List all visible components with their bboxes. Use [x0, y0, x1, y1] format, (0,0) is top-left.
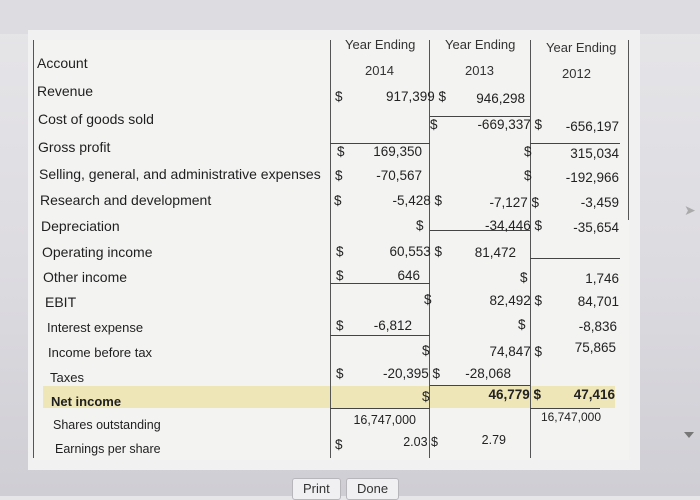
- header-2012: 2012: [562, 66, 591, 81]
- cell: 16,747,000: [353, 413, 416, 427]
- row-label-shares: Shares outstanding: [53, 418, 161, 432]
- row-label-net-income: Net income: [51, 394, 122, 409]
- row-label-ebit: EBIT: [45, 294, 77, 310]
- cursor-icon: ➤: [684, 202, 696, 218]
- cell: 74,847 $: [489, 344, 542, 359]
- row-label-rnd: Research and development: [40, 192, 212, 208]
- header-2014: 2014: [365, 63, 394, 78]
- cell: $: [524, 144, 532, 159]
- cell: -28,068: [465, 366, 511, 381]
- cell: -3,459: [580, 195, 619, 210]
- cell: $: [336, 268, 344, 283]
- cell: -192,966: [565, 170, 619, 185]
- row-label-eps: Earnings per share: [55, 442, 161, 456]
- cell: $: [337, 144, 345, 159]
- row-label-revenue: Revenue: [37, 83, 94, 99]
- cell: 84,701: [577, 294, 619, 309]
- cell: -656,197: [565, 119, 619, 134]
- row-label-depreciation: Depreciation: [41, 218, 120, 234]
- cell-border: [530, 258, 620, 259]
- cell: -70,567: [376, 168, 422, 183]
- cell: $: [336, 366, 344, 381]
- row-label-sga: Selling, general, and administrative expenses: [39, 166, 321, 182]
- cell: -20,395 $: [382, 366, 440, 381]
- table-border-left: [33, 40, 34, 458]
- cell-border: [530, 143, 620, 144]
- cell: $: [335, 168, 343, 183]
- row-label-other-income: Other income: [43, 269, 128, 285]
- cell: -7,127 $: [489, 195, 539, 210]
- row-label-income-before-tax: Income before tax: [48, 345, 153, 360]
- cell: 2.79: [481, 433, 506, 447]
- print-button[interactable]: Print: [292, 478, 341, 500]
- cell: 315,034: [570, 146, 619, 161]
- cell-border: [330, 335, 430, 336]
- scroll-down-icon[interactable]: [684, 432, 694, 438]
- cell: 169,350: [373, 144, 422, 159]
- cell-border: [430, 385, 530, 386]
- cell: -8,836: [578, 319, 617, 334]
- row-label-cogs: Cost of goods sold: [38, 111, 154, 127]
- column-divider: [628, 40, 629, 220]
- row-label-interest: Interest expense: [47, 320, 144, 335]
- done-button[interactable]: Done: [346, 478, 399, 500]
- cell: $: [336, 318, 344, 333]
- cell: 2.03 $: [403, 435, 438, 449]
- cell: $: [424, 292, 432, 307]
- cell: $: [334, 193, 342, 208]
- header-year-ending-2014: Year Ending: [345, 37, 416, 52]
- window-top-band: [0, 0, 700, 34]
- cell: $: [336, 244, 344, 259]
- row-label-taxes: Taxes: [50, 370, 84, 385]
- cell: 917,399 $: [385, 89, 446, 104]
- cell: $: [422, 389, 430, 404]
- cell: 75,865: [574, 340, 616, 355]
- cell: 47,416: [573, 387, 615, 402]
- cell: $: [335, 89, 343, 104]
- header-year-ending-2012: Year Ending: [546, 40, 617, 55]
- cell: -6,812: [373, 318, 412, 333]
- cell: $: [520, 270, 528, 285]
- header-year-ending-2013: Year Ending: [445, 37, 516, 52]
- cell: 82,492 $: [489, 293, 542, 308]
- cell: $: [518, 317, 526, 332]
- cell: $: [416, 218, 424, 233]
- cell-border: [330, 283, 430, 284]
- cell: 646: [397, 268, 420, 283]
- header-2013: 2013: [465, 63, 494, 78]
- cell: $: [430, 117, 438, 132]
- cell-border: [530, 408, 600, 409]
- cell: 81,472: [474, 245, 516, 260]
- cell: $: [524, 168, 532, 183]
- cell-border: [330, 408, 430, 409]
- cell: -669,337 $: [477, 117, 542, 132]
- cell: -34,446 $: [484, 218, 542, 233]
- cell: 60,553 $: [389, 244, 442, 259]
- cell: 946,298: [476, 91, 525, 106]
- cell: 16,747,000: [540, 410, 601, 424]
- row-label-gross-profit: Gross profit: [38, 139, 111, 155]
- cell: -35,654: [573, 220, 619, 235]
- cell: -5,428 $: [392, 193, 442, 208]
- cell: 1,746: [585, 271, 619, 286]
- cell: 46,779 $: [488, 387, 541, 402]
- cell: $: [422, 343, 430, 358]
- cell: $: [335, 437, 343, 452]
- row-label-operating-income: Operating income: [42, 244, 153, 260]
- header-account: Account: [37, 55, 88, 71]
- column-divider: [330, 40, 331, 458]
